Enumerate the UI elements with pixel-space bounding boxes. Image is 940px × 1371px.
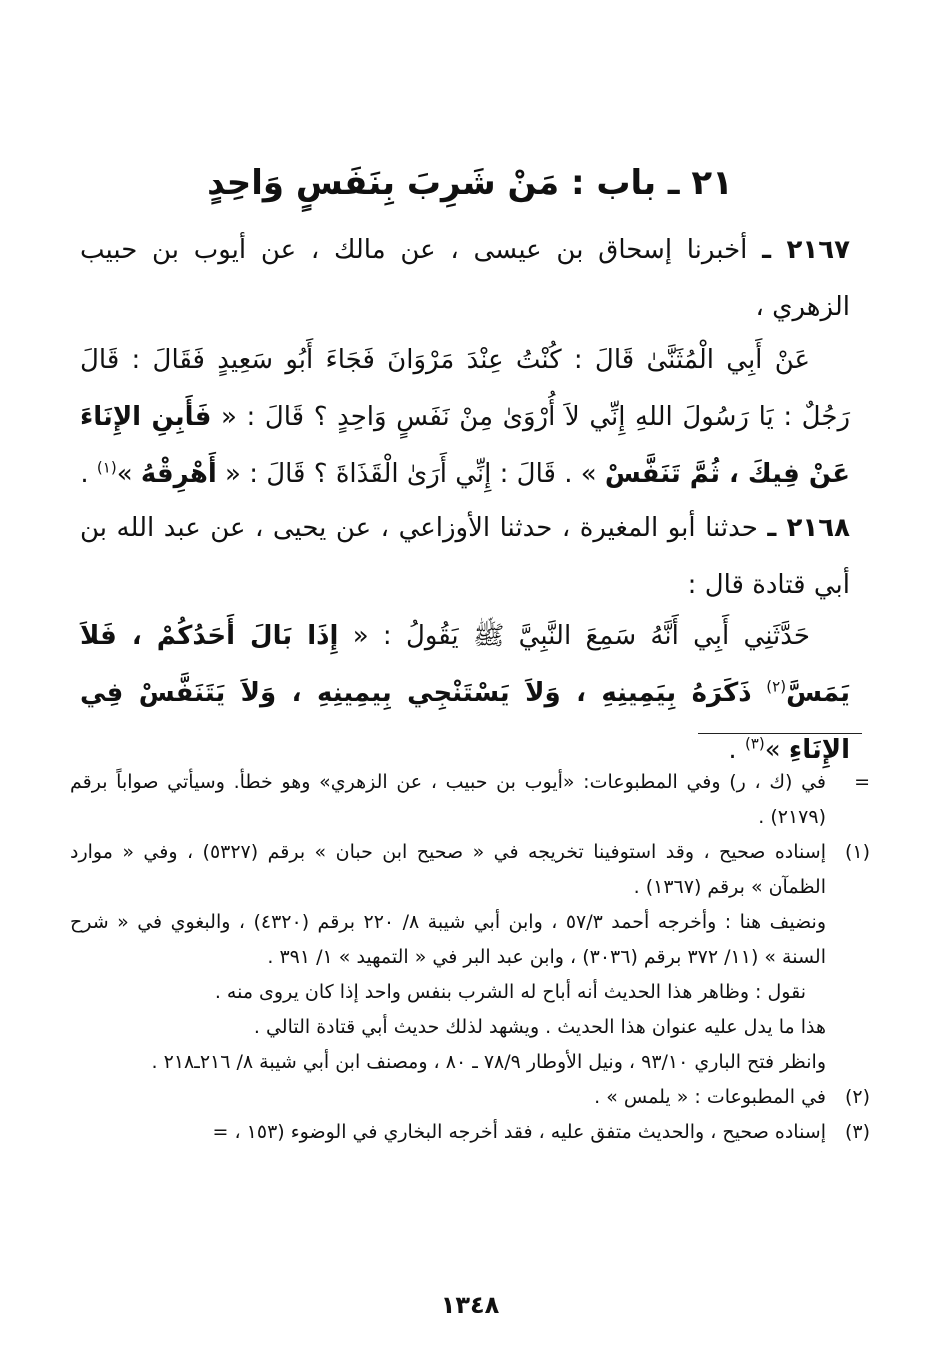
footnote-3 [70, 1115, 870, 1150]
isnad-text: حدثنا أبو المغيرة ، حدثنا الأوزاعي ، عن يحيى ، عن عبد الله بن أبي قتادة قال : [80, 513, 850, 600]
footnotes-section [70, 765, 870, 1150]
footnote-marker: (٣) [844, 1121, 870, 1143]
footnote-line: إسناده صحيح ، وقد استوفينا تخريجه في « صحيح ابن حبان » برقم (٥٣٢٧) ، وفي « موارد الظمآن » برقم (١٣٦٧) . [70, 841, 826, 898]
footnote-text: في المطبوعات : « يلمس » . [594, 1086, 826, 1108]
matn-period: . [80, 459, 89, 489]
matn-text: عَنْ أَبِي الْمُثَنَّىٰ قَالَ : كُنْتُ عِنْدَ مَرْوَانَ فَجَاءَ أَبُو سَعِيدٍ فَقَالَ : قَالَ رَجُلٌ : يَا رَسُولَ اللهِ إِنِّي لاَ أُرْوَىٰ مِنْ نَفَسٍ وَاحِدٍ ؟ قَالَ : « [80, 345, 850, 432]
footnote-line: وانظر فتح الباري ٩٣/١٠ ، ونيل الأوطار ٧٨/٩ ـ ٨٠ ، ومصنف ابن أبي شيبة ٨/ ٢١٦ـ٢١٨ . [151, 1051, 826, 1073]
isnad-text: أخبرنا إسحاق بن عيسى ، عن مالك ، عن أيوب بن حبيب الزهري ، [80, 235, 850, 322]
page-number: ١٣٤٨ [440, 1291, 500, 1319]
footnote-line: ونضيف هنا : وأخرجه أحمد ٥٧/٣ ، وابن أبي شيبة ٨/ ٢٢٠ برقم (٤٣٢٠) ، والبغوي في « شرح السنة » (١١/ ٣٧٢ برقم (٣٠٣٦) ، وابن عبد البر في « التمهيد » ١/ ٣٩١ . [70, 911, 826, 968]
chapter-title: ٢١ ـ باب : مَنْ شَرِبَ بِنَفَسٍ وَاحِدٍ [207, 163, 733, 203]
hadith-number: ٢١٦٧ ـ [762, 235, 850, 265]
matn-period: . [728, 735, 737, 765]
footnote-continuation [70, 765, 870, 835]
hadith-2168-matn [80, 608, 850, 779]
matn-bold-text: إِذَا بَالَ أَحَدُكُمْ ، فَلاَ يَمَسَّ [80, 621, 851, 708]
hadith-number: ٢١٦٨ ـ [767, 513, 851, 543]
footnote-1 [70, 835, 870, 1080]
footnote-separator [698, 733, 862, 734]
matn-text: » [764, 735, 781, 765]
footnote-marker: (٢) [844, 1086, 870, 1108]
footnote-text [70, 835, 826, 1080]
matn-bold-text: أَهْرِقْهُ [140, 459, 217, 489]
matn-bold-text: ذَكَرَهُ بِيَمِينِهِ ، وَلاَ يَسْتَنْجِي بِيمِينِهِ ، وَلاَ يَتَنَفَّسْ فِي الإِنَاءِ [80, 678, 850, 765]
matn-text: » . قَالَ : إِنِّي أَرَىٰ الْقَذَاةَ ؟ قَالَ : « [225, 459, 597, 489]
footnote-text: إسناده صحيح ، والحديث متفق عليه ، فقد أخرجه البخاري في الوضوء (١٥٣ ، = [212, 1121, 826, 1143]
footnote-ref[interactable]: (٣) [744, 734, 765, 753]
footnote-text: في (ك ، ر) وفي المطبوعات: «أيوب بن حبيب ، عن الزهري» وهو خطأ. وسيأتي صواباً برقم (٢١٧٩) . [70, 771, 826, 828]
hadith-2167-matn [80, 332, 850, 503]
footnote-line: نقول : وظاهر هذا الحديث أنه أباح له الشرب بنفس واحد إذا كان يروى منه . [214, 981, 806, 1003]
matn-bold-text: فَأَبِنِ الإِنَاءَ عَنْ فِيكَ ، ثُمَّ تَنَفَّسْ [80, 402, 850, 489]
matn-text: حَدَّثَنِي أَبِي أَنَّهُ سَمِعَ النَّبِيَّ ﷺ يَقُولُ : « [352, 621, 811, 651]
footnote-marker: = [854, 771, 870, 793]
footnote-ref[interactable]: (١) [96, 458, 117, 477]
hadith-2167-isnad [80, 222, 850, 336]
footnote-ref[interactable]: (٢) [766, 677, 787, 696]
hadith-2168-isnad [80, 500, 850, 614]
footnote-marker: (١) [844, 841, 870, 863]
matn-text: » [116, 459, 133, 489]
footnote-2 [70, 1080, 870, 1115]
footnote-line: هذا ما يدل عليه عنوان هذا الحديث . ويشهد لذلك حديث أبي قتادة التالي . [253, 1016, 826, 1038]
